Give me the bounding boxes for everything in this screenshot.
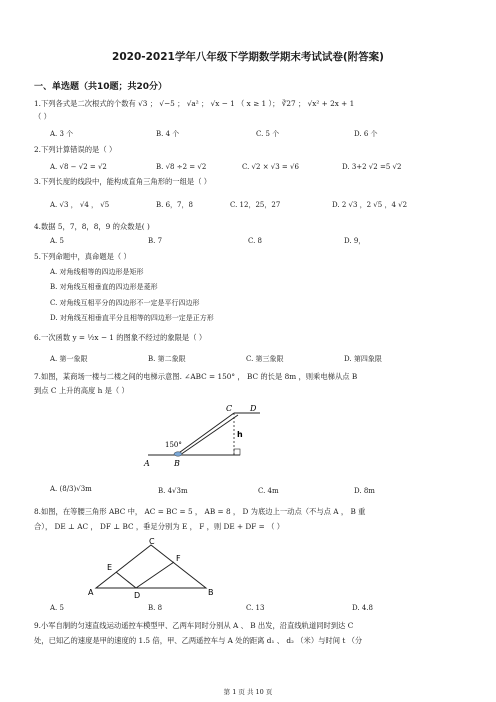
label-e: E <box>107 563 113 572</box>
label-b: B <box>174 459 180 468</box>
q8-option-a: A. 5 <box>50 604 64 612</box>
q3-option-c: C. 12，25，27 <box>230 201 281 209</box>
question-7-stem-cont: 到点 C 上升的高度 h 是（ ） <box>34 386 129 395</box>
q7-option-c: C. 4m <box>258 487 279 495</box>
q8-option-c: C. 13 <box>246 604 265 612</box>
question-9-stem: 9.小军自制的匀速直线运动遥控车模型甲、乙两车同时分别从 A 、 B 出发，沿直线轨道同时到达 C <box>34 621 354 630</box>
question-5-stem: 5.下列命题中，真命题是（ ） <box>34 252 131 261</box>
question-6-stem: 6.一次函数 y = ½x − 1 的图象不经过的象限是（ ） <box>34 333 207 342</box>
question-1-stem: 1.下列各式是二次根式的个数有 √3 ； √−5 ； √a² ； √x − 1 （ x ≥ 1 ）； ∛27 ； √x² + 2x + 1 <box>34 99 355 108</box>
q8-option-b: B. 8 <box>148 604 163 612</box>
label-c: C <box>149 537 155 546</box>
label-a: A <box>144 459 150 468</box>
page-title: 2020-2021学年八年级下学期数学期末考试试卷(附答案) <box>112 51 384 63</box>
q5-option-a: A. 对角线相等的四边形是矩形 <box>50 268 144 276</box>
question-4-stem: 4.数据 5，7，8，8，9 的众数是( ) <box>34 222 150 231</box>
label-a: A <box>88 588 94 597</box>
q2-option-a: A. √8 − √2 = √2 <box>50 163 107 171</box>
label-angle: 150° <box>165 441 182 449</box>
q4-option-c: C. 8 <box>248 237 263 245</box>
q6-option-b: B. 第二象限 <box>148 355 186 363</box>
q4-option-b: B. 7 <box>148 237 163 245</box>
label-c: C <box>226 404 233 413</box>
question-1-stem-cont: （ ） <box>34 112 51 121</box>
q1-option-a: A. 3 个 <box>50 130 74 138</box>
isosceles-triangle-figure <box>88 537 218 599</box>
q6-option-a: A. 第一象限 <box>50 355 88 363</box>
q1-option-c: C. 5 个 <box>256 130 280 138</box>
question-2-stem: 2.下列计算错误的是（ ） <box>34 145 117 154</box>
q5-option-b: B. 对角线互相垂直的四边形是菱形 <box>50 283 158 291</box>
label-h: h <box>237 430 243 439</box>
label-f: F <box>176 554 181 563</box>
q5-option-d: D. 对角线互相垂直平分且相等的四边形一定是正方形 <box>50 314 214 322</box>
q2-option-c: C. √2 × √3 = √6 <box>242 163 299 171</box>
section-heading: 一、单选题（共10题；共20分） <box>34 82 168 92</box>
q7-option-a: A. (8/3)√3m <box>50 485 92 493</box>
q3-option-d: D. 2 √3 ，2 √5 ，4 √2 <box>332 201 408 209</box>
q3-option-a: A. √3 ， √4 ， √5 <box>50 201 110 209</box>
q5-option-c: C. 对角线互相平分的四边形不一定是平行四边形 <box>50 299 200 307</box>
q2-option-d: D. 3+2 √2 =5 √2 <box>342 163 402 171</box>
question-8-stem-cont: 合）， DE ⊥ AC ， DF ⊥ BC ，垂足分别为 E ， F ，则 DE + DF = （ ） <box>34 522 285 531</box>
escalator-figure <box>140 403 280 473</box>
question-8-stem: 8.如图，在等腰三角形 ABC 中， AC = BC = 5 ， AB = 8 ， D 为底边上一动点（不与点 A ， B 重 <box>34 507 366 516</box>
q1-option-d: D. 6 个 <box>354 130 378 138</box>
q2-option-b: B. √8 ÷2 = √2 <box>156 163 207 171</box>
q7-option-d: D. 8m <box>354 487 375 495</box>
question-7-stem: 7.如图，某商场一楼与二楼之间的电梯示意图. ∠ABC = 150° ， BC 的长是 8m ，则乘电梯从点 B <box>34 372 358 381</box>
page-footer: 第 1 页 共 10 页 <box>223 688 273 696</box>
q4-option-d: D. 9， <box>344 237 366 245</box>
question-3-stem: 3.下列长度的线段中，能构成直角三角形的一组是（ ） <box>34 177 212 186</box>
q6-option-c: C. 第三象限 <box>246 355 284 363</box>
q1-option-b: B. 4 个 <box>156 130 180 138</box>
q7-option-b: B. 4√3m <box>158 487 188 495</box>
question-9-stem-cont: 处，已知乙的速度是甲的速度的 1.5 倍，甲、乙两遥控车与 A 处的距离 d₁ 、 d₂ （米）与时间 t （分 <box>34 636 363 645</box>
q4-option-a: A. 5 <box>50 237 64 245</box>
label-d: D <box>134 591 141 599</box>
q3-option-b: B. 6，7，8 <box>156 201 193 209</box>
label-d: D <box>250 404 257 413</box>
label-b: B <box>208 588 214 597</box>
q6-option-d: D. 第四象限 <box>344 355 382 363</box>
q8-option-d: D. 4.8 <box>352 604 373 612</box>
